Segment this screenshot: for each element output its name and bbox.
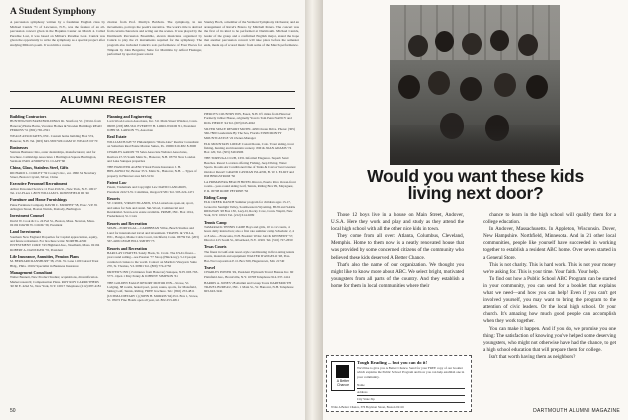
register-entry: SILVER SPACE RESORT MOTEL 4299 Ocean Drive. Phone: (305) 566-7800 Lauderdale By The Sea, Florida 33308 MONTY MOUNTCASTLE '22 Owner-Manager xyxy=(204,126,296,140)
city-field[interactable] xyxy=(357,402,465,403)
reply-coupon[interactable] xyxy=(326,355,472,412)
register-entry: ELK MOUNTAIN LODGE Conard Route, Colo. Trout skiing, trout fishing, hunting and mountain scenery. JIM & JOAN ADAMS '74 Box 120, Tel. (303) 349-9906 xyxy=(204,141,294,155)
register-category: Furniture and Home Furnishings xyxy=(10,197,67,203)
register-category: Patent Law xyxy=(107,180,127,186)
register-category: Real Estate xyxy=(107,134,127,140)
register-entry: The finest in Gulf-side resort-style conditioning in first-rating tennis courts, materials and equipment WALTER D'ANGELO '48, Pres. Har-Tru Corporation P. O. Box 569, Hagerstown, Md. 21740 xyxy=(204,249,295,263)
register-entry: THE GOLDEN EAGLE RESORT MOTOR INN—Stowe, Vt. Lodging, 88 rooms, heated pool, pond, sauna, sports, for Mansfield, Skiing Golf, Tennis, Riding. FREE brochure. Tel.: (802) 253-4811 (ULTIMA DIETARY 1) (JOHN H. MORRIS '64) P.O. Box 1, Stowe, Vt. 05672 Fine Hotels open all year, tel. 802-253-4811 xyxy=(107,280,199,302)
page-number: 50 xyxy=(10,408,16,414)
register-category: Life Insurance, Annuities, Pension Plans xyxy=(10,254,79,260)
headline-line-2: living next door? xyxy=(407,183,544,203)
ad-paragraph: Those 12 boys live in a house on Main Street, Andover, U.S.A. Here they work and play and study as they attend the local high school with all the other nice kids in town. xyxy=(331,212,464,233)
ad-paragraph: Isn't that worth having them as neighbors? xyxy=(489,353,576,360)
coupon-text: We'd like to give you A Better Chance. Send for your FREE copy of our booklet which explains the Public School Program and how you can help establish one in your community. xyxy=(357,366,465,379)
register-category: Executive Personnel Recruitment xyxy=(10,181,68,187)
address-field[interactable] xyxy=(357,395,465,396)
register-category: Resorts xyxy=(107,196,120,202)
register-category: Resorts and Recreation xyxy=(107,245,147,251)
register-category: Building Contractors xyxy=(10,114,47,119)
register-entry: WEALE ASSOCIATES, INC. Custom home building Box 574, Hanover, N.H. Tel. (603) 643-3300 WILLIAM W. WEALE III '70 xyxy=(10,134,98,143)
register-entry: BARCLAY CHATTEL Sandy Hook, St. Croix. The USA's finest—year round sailing—see Passion '77 Sloop (Hinck-ley). 5-10 people conducted cruises to the world. Contact on Martha's Vineyard. Suite 270, St. Thomas, V.I. 00801 Tel. (809) 774-2750 xyxy=(107,250,197,268)
name-field-label: Name xyxy=(357,383,365,387)
right-page xyxy=(323,0,628,420)
register-entry: David W. Cook & Co. 24 Fed St., Boston, Mass. Newton, Mass. 02192 DAVID W. COOK '39, President xyxy=(10,218,95,228)
symphony-column-1: A percussion symphony written by a freshman English class by Michael Canick '71 of Lawrence, N.Y., was the feature of an all-percussion concert given in the Hopkins Center on March 4. Called Paradise Lost, it was based on Milton's Paradise Lost. Canick was given the opportunity to write the symphony as a special project after studying Milton's poem. It won him a course xyxy=(10,20,105,47)
register-entry: DRIVER'S INN (15 minutes from Hanover) Sunapee, N.H. 603-763-5771. Open 1 May Penny & JOHNNY SIMPSON '61 xyxy=(107,270,199,279)
register-category: Businesses xyxy=(10,144,29,150)
register-category: Tennis Camp xyxy=(204,219,227,225)
register-column-1 xyxy=(10,112,102,290)
symphony-column-2: citation from Prof. Marilyn Baldwin. The symphony, in ten movements, portrays the poem's narrative. The work's title is derived from certain characters and acting out the scenes. It was played by the Dartmouth Percussion Ensemble, eleven musicians organized by Canick to play the 21 instruments required for the symphony. The program also included Canick's solo performance of Four Pieces for Timpani by John Bergamo; Suite for Marimba by Alfred Fissinger, performed by special guest soloist xyxy=(107,20,202,57)
register-title: ALUMNI REGISTER xyxy=(60,94,167,106)
register-category: Investment Counsel xyxy=(10,213,44,219)
register-entry: Paine Furniture Company DAVID C. MURPHY '58, Exec. V.P. 81 Arlington Street, Boston Natick, Peabody, Burlington xyxy=(10,202,98,211)
symphony-column-3: Stanley Hoch, a member of the Vermont Symphony Orchestra; and an arrangement of Ravel's Bolero by Mitchell Peters. The concert was the first of its kind to be performed at Dartmouth. Michael Canick, leader of the group and a confirmed English major, stated the hope that another percussion concert will take place before the semester ends, made up of scored music from some of the March performance. xyxy=(204,20,299,47)
ad-paragraph: To find out how a Public School ABC Program can be started in your community, you can send for a booklet that explains what we need—and how you can help! Even if you can't get involved yourself, you may want to bring the program to the attention of civic leaders. Or the local high school. Or your church. It's amazing how much good people can accomplish when they work together. xyxy=(483,275,616,325)
ad-paragraph: That's also the name of our organization. We thought you might like to know more about ABC. We select bright, motivated youngsters from all parts of the country. And they establish a home for them in local communities where their xyxy=(331,261,464,289)
register-category: Land Investments xyxy=(10,229,41,235)
register-category: Resorts and Recreation xyxy=(107,220,147,226)
register-entry: M. BERNARD RANSBURY '38, 23 R. W. Lane 1100 Girard Trust Bldg., Phila. 19102 Specialist in Business Insurance xyxy=(10,259,99,268)
register-entry: Walter Bennett, New Product Studies; acquisitions, diversification. Market research; Compensation Plans. ROY ROY CARRUTHERS '40 60 E. 42nd St., New York, N.Y. 10017 Telephone (212) 687-4181 xyxy=(10,275,102,289)
headline-line-1: Would you want these kids xyxy=(367,166,584,186)
top-rule xyxy=(10,91,295,92)
mailing-address: Write A Better Chance, 376 Boylston Street, Boston 02116 xyxy=(331,405,404,409)
left-page xyxy=(0,0,305,420)
register-entry: SPAIN—PORTUGAL—CARIBBEAN Villas, Beach Studios and Land for international travel and investment. TRAVEL & VILLA, INC., Bangor, Maine Coble Court, Litchfield, Conn. 06759 Tel. (203) 567-4266 LEIGH HILL SMITH '73 xyxy=(107,226,199,244)
ad-paragraph: You can make it happen. And if you do, we promise you one thing: The satisfaction of knowing you've helped some deserving youngsters, who might not otherwise have had the chance, to get a high school education that will prepare them for college. xyxy=(483,325,616,353)
page-gutter xyxy=(305,0,323,420)
register-column-3 xyxy=(204,112,296,296)
register-entry: Venture Business: Into, outer dealerships, manufacturers; and for brochure. Cambridge Associates 1 Burlington Square Burlington, Vermont 05401 ANDREW D. CLAPP '60 xyxy=(10,150,97,163)
ad-paragraph: They come from all over: Atlanta, Columbus, Cleveland, Memphis. Home to them now is a neatly renovated house that was provided by some concerned citizens of the community who believed these kids deserved A Better Chance. xyxy=(331,233,464,261)
register-entry: THE HANOVER AGENCY Real Estate Insurance J. H. BIELAWSKI '62, Broker 35 S. Main St., Hanover, N.H. ... Types of property in Hanover area 643-3134 xyxy=(107,165,197,178)
name-field[interactable] xyxy=(357,388,465,389)
coupon-heading: Tough Reading ... but you can do it! xyxy=(357,360,428,365)
register-entry: Patent, Trademark and Copyright Law DAVID LANGDON, President 2222 S.W. Columbus, Oregon 97201 Tel. 503-224-1471 xyxy=(107,185,195,194)
magazine-footer: DARTMOUTH ALUMNI MAGAZINE xyxy=(533,408,620,414)
register-column-2 xyxy=(107,112,199,304)
register-entry: HARRIS A. JONES '28 Alumni and Group Tours DARTMOUTH TRAVEL BUREAU, INC. 1 Main St., W. Hanover, N.H. Telephone 603-643-3241 xyxy=(204,280,294,294)
group-photo xyxy=(390,5,560,165)
register-category: Planning and Engineering xyxy=(107,114,152,119)
register-category: Riding Camp xyxy=(204,195,228,201)
ad-headline xyxy=(343,168,608,202)
register-entry: Lord-Wood-Larson Associates, Inc. 311 Main Street Windsor, Conn. 06095 (203) 688-5611 EVERETT H. LORD-WOOD '61, President JOHN M. LARSON '75, Associate xyxy=(107,119,198,133)
register-entry: RICHARD L. COOLEY '59 Cooley's Inc., est. 1860 34 Newbury Street, Boston Crystal, Silver, China xyxy=(10,170,97,179)
register-entry: Southern New England Properties for Capital appreciation, equity, and future retirement. For brochure write: NORTHLAND INVESTMENT CORP. 743 Highland Ave., Needham, Mass. 02194 ROBERT A. DANZIGER '76, President xyxy=(10,234,100,252)
address-field-label: Address xyxy=(357,390,368,394)
ad-paragraph: This is not charity. This is hard work. This is not your money we're asking for. This is your time. Your faith. Your help. xyxy=(483,261,616,275)
register-entry: Arthur Personnel Service 11 East 45th St., New York, N.Y. 10017 Tel. 212-PLaza 1-8070 WILLIAM S. ROSENFIELD III '46 xyxy=(10,186,97,195)
register-category: Travel xyxy=(204,264,216,270)
register-entry: HUNTINGTON FARM BUILDINGS Rt. Stratford, Vt. (30 mi. from Hanover) Home Barns, Vacation Homes & Wooden Buildings READ PERKINS '51 (802) 765-2591 xyxy=(10,119,102,133)
bottom-rule xyxy=(10,108,295,109)
abc-logo: A Better Chance xyxy=(331,361,355,391)
ad-paragraph: In Andover, Massachusetts. In Appleton, Wisconsin. Dover, New Hampshire. Northfield, Minnesota. And in 21 other local communities, people like yourself have succeeded in working together to establish a resident ABC home. Over seven started in a General Store. xyxy=(483,226,616,261)
register-entry: LA PRIMAVERA BEACH HOTEL Rincon, Puerto Rico Ocean-front rooms—year-round skiing Golf, Tennis, Riding Box 99, Mayaguez, P. R. 00708 RODE PETRINE '56 xyxy=(204,180,296,193)
register-entry: ELK CREEK RANCH Summer program for children ages 13-17, located in Sunlight Valley, Southwestern Wyoming. BUD and SARA RIDGWAY '48 Box 130, Lazy-D, Rocky Cove, Conn. Wapiti, New York, N.Y. 10021 Tel. (212) 614-0299 xyxy=(204,200,295,218)
ad-body-column-2 xyxy=(483,212,616,361)
register-entry: TAMARACK TENNIS CAMP Boys and girls, 10 to 12 courts, 4 hours daily instruction; also a first rate summer camp Schedule: 2, 4 or 8 wks.—Franconia, N.H. Booklet: Write: JACK KENNEDY '57, Director 415 South St., Riverhead, N.Y. 11901 Tel. (516) 727-2650 xyxy=(204,225,294,243)
city-field-label: City State Zip xyxy=(357,397,375,401)
symphony-title: A Student Symphony xyxy=(10,7,97,17)
ad-body-column-1 xyxy=(331,212,464,290)
register-category: Texas Courts xyxy=(204,244,227,250)
register-category: China, Glass, Stainless Steel, Gifts xyxy=(10,165,69,171)
register-entry: WILLIAM PUGH '57 Philadelphia's "Main-Line" Realtor Consultant on Suburban Real Estate Marion Suites, Pa. 19066 610-MU 8-3600 xyxy=(107,139,199,149)
register-entry: ST. CROIX, VIRGIN ISLANDS, USA Luxurious open-air, sport, and suites for Sale and rental. Ski-Wood, Commercial and Residential. Seven-acre estate available. PRIME, INC. Box 1014, Frederiksted, St. Croix xyxy=(107,201,194,219)
register-entry: CHARLES AARON '76 Sales Associate Webster Associates, Realtors 47-55 South Main St., Hanover, N.H. 03755 New London and Lake Sunapee properties xyxy=(107,150,196,163)
register-entry: THE TORTUGA CLUB, LTD. Informal Elegance. Superb Sand Beaches. Resort Location offering Fishing, Jeep Diving. Water Sports. Rooms Air Conditioned One of Turks & Caicos' best Greatest Outdoor Resort! GRAND CAYMAN ISLAND, B. W. I. ELIOT and JIM BERGSTROM '56 xyxy=(204,156,296,178)
register-entry: CHARLES POWER '49, President Plymouth Travel Bureau Inc. 60 Plainfield Ave., Bronxville, N.Y. 10708 Telephone 914-337-1414 xyxy=(204,270,294,279)
ad-paragraph: chance to learn in the high school will qualify them for a college education. xyxy=(483,212,616,226)
register-category: Management Consultant xyxy=(10,270,53,276)
register-entry: PIERCE'S COUNTRY INN, Essex, N.H. 6½ miles from Hanover Formerly Jabber House, originally Yowa's Tom Penn NANCY and ROG PIERCE '44 Tel. (603) 643-4042 xyxy=(204,112,292,125)
